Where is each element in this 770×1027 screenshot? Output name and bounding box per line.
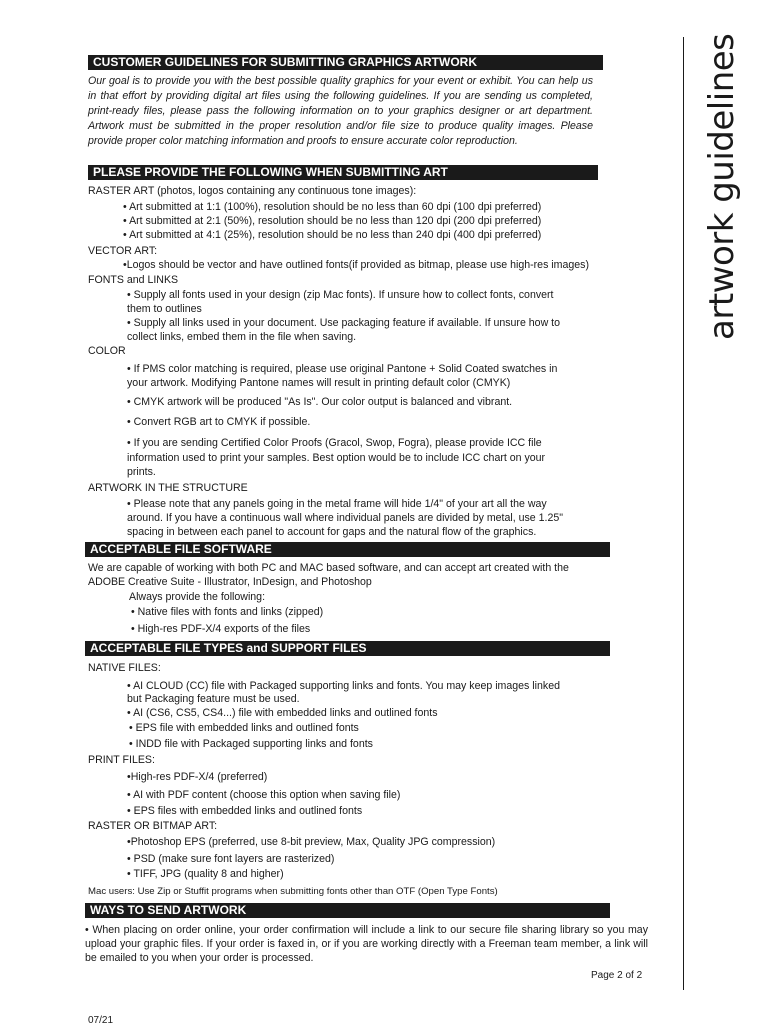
fonts-item: them to outlines	[127, 303, 202, 315]
native-item: • INDD file with Packaged supporting links and fonts	[129, 738, 373, 750]
page-number: Page 2 of 2	[591, 970, 643, 981]
color-item: information used to print your samples. Best option would be to include ICC chart on your	[127, 452, 546, 464]
ways-paragraph: • When placing on order online, your order confirmation will include a link to our secure file sharing library so you may upload your graphic files. If your order is faxed in, or if you are working directly with a Freeman team member, a link will be emailed to you when your order is processed.	[85, 924, 648, 964]
color-item: • CMYK artwork will be produced "As Is". Our color output is balanced and vibrant.	[127, 396, 513, 408]
color-item: prints.	[127, 466, 156, 478]
software-line: Always provide the following:	[129, 591, 266, 603]
color-item: • If you are sending Certified Color Proofs (Gracol, Swop, Fogra), please provide ICC file	[127, 437, 542, 449]
side-rule	[683, 37, 684, 990]
print-item: • EPS files with embedded links and outlined fonts	[127, 805, 363, 817]
native-item: but Packaging feature must be used.	[127, 693, 300, 705]
structure-item: spacing in between each panel to account for gaps and the natural flow of the graphics.	[127, 526, 537, 538]
revision-date: 07/21	[88, 1015, 114, 1026]
structure-label: ARTWORK IN THE STRUCTURE	[88, 482, 248, 494]
intro-paragraph: Our goal is to provide you with the best possible quality graphics for your event or exhibit. You can help us in that effort by providing digital art files using the following guidelines. If you are sending us completed, print-ready files, please pass the following information on to your graphics designer or art department. Artwork must be submitted in the proper resolution and/or file size to produce quality images. Please provide proper color matching information and proofs to ensure accurate color reproduction.	[88, 75, 593, 147]
raster-art-label: RASTER ART (photos, logos containing any continuous tone images):	[88, 185, 417, 197]
fonts-item: collect links, embed them in the file when saving.	[127, 331, 357, 343]
vector-art-label: VECTOR ART:	[88, 245, 158, 257]
print-item: • AI with PDF content (choose this option when saving file)	[127, 789, 401, 801]
raster-bitmap-item: • PSD (make sure font layers are rasterized)	[127, 853, 335, 865]
heading-ways-to-send: WAYS TO SEND ARTWORK	[85, 903, 610, 918]
structure-item: • Please note that any panels going in the metal frame will hide 1/4" of your art all the way	[127, 498, 547, 510]
raster-bitmap-item: • TIFF, JPG (quality 8 and higher)	[127, 868, 284, 880]
color-item: your artwork. Modifying Pantone names will result in printing default color (CMYK)	[127, 377, 511, 389]
native-item: • EPS file with embedded links and outlined fonts	[129, 722, 359, 734]
raster-item: • Art submitted at 2:1 (50%), resolution should be no less than 120 dpi (200 dpi preferred)	[123, 215, 542, 227]
software-line: ADOBE Creative Suite - Illustrator, InDesign, and Photoshop	[88, 576, 372, 588]
color-item: • Convert RGB art to CMYK if possible.	[127, 416, 311, 428]
print-files-label: PRINT FILES:	[88, 754, 155, 766]
raster-item: • Art submitted at 1:1 (100%), resolution should be no less than 60 dpi (100 dpi preferred)	[123, 201, 542, 213]
vector-item: •Logos should be vector and have outlined fonts(if provided as bitmap, please use high-res images)	[123, 259, 589, 271]
software-line: We are capable of working with both PC and MAC based software, and can accept art created with the	[88, 562, 569, 574]
structure-item: around. If you have a continuous wall where individual panels are divided by metal, use 1.25"	[127, 512, 564, 524]
raster-bitmap-label: RASTER OR BITMAP ART:	[88, 820, 218, 832]
heading-file-software: ACCEPTABLE FILE SOFTWARE	[85, 542, 610, 557]
heading-please-provide: PLEASE PROVIDE THE FOLLOWING WHEN SUBMITTING ART	[88, 165, 598, 180]
raster-bitmap-item: •Photoshop EPS (preferred, use 8-bit preview, Max, Quality JPG compression)	[127, 836, 496, 848]
color-label: COLOR	[88, 345, 126, 357]
fonts-item: • Supply all links used in your document. Use packaging feature if available. If unsure how to	[127, 317, 560, 329]
raster-item: • Art submitted at 4:1 (25%), resolution should be no less than 240 dpi (400 dpi preferred)	[123, 229, 542, 241]
heading-file-types: ACCEPTABLE FILE TYPES and SUPPORT FILES	[85, 641, 610, 656]
fonts-links-label: FONTS and LINKS	[88, 274, 179, 286]
software-item: • Native files with fonts and links (zipped)	[131, 606, 324, 618]
mac-users-note: Mac users: Use Zip or Stuffit programs when submitting fonts other than OTF (Open Type Fonts)	[88, 886, 498, 897]
software-item: • High-res PDF-X/4 exports of the files	[131, 623, 311, 635]
heading-customer-guidelines: CUSTOMER GUIDELINES FOR SUBMITTING GRAPHICS ARTWORK	[88, 55, 603, 70]
native-item: • AI (CS6, CS5, CS4...) file with embedded links and outlined fonts	[127, 707, 438, 719]
fonts-item: • Supply all fonts used in your design (zip Mac fonts). If unsure how to collect fonts, convert	[127, 289, 554, 301]
native-item: • AI CLOUD (CC) file with Packaged supporting links and fonts. You may keep images linked	[127, 680, 560, 692]
print-item: •High-res PDF-X/4 (preferred)	[127, 771, 268, 783]
side-title: artwork guidelines	[702, 33, 742, 340]
color-item: • If PMS color matching is required, please use original Pantone + Solid Coated swatches in	[127, 363, 558, 375]
native-files-label: NATIVE FILES:	[88, 662, 161, 674]
